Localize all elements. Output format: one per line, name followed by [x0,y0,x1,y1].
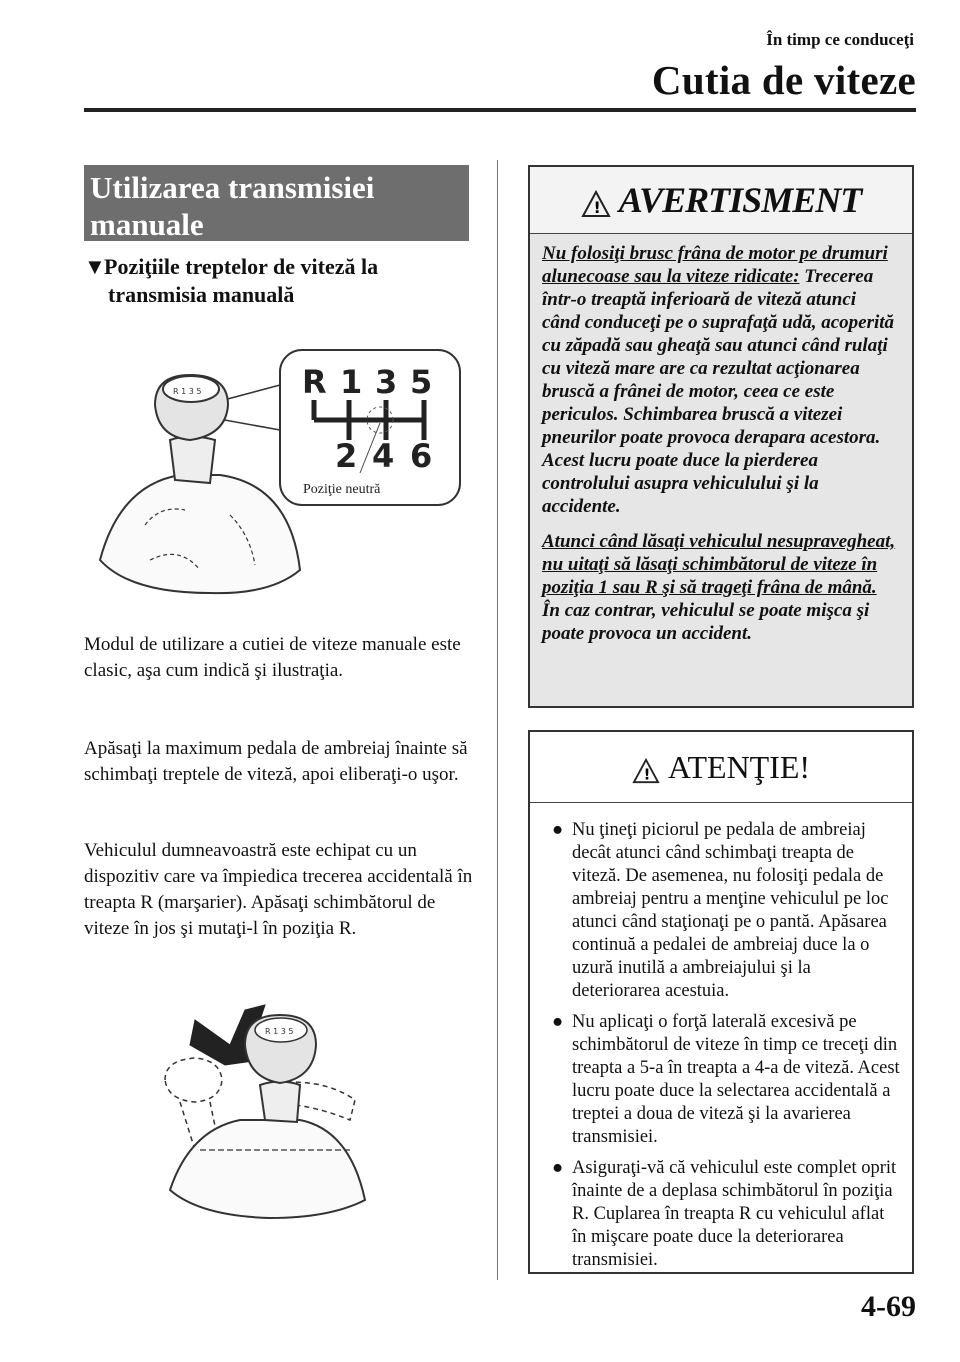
subheading-line1: Poziţiile treptelor de viteză la [104,254,379,279]
svg-text:!: ! [593,197,600,217]
caution-item: ● Nu ţineţi piciorul pe pedala de ambreiaj decât atunci când schimbaţi treapta de viteză. De asemenea, nu folosiţi pedala de ambreiaj pentru a menţine vehiculul pe loc atunci când staţionaţi pe o pantă. Apăsarea continuă a pedalei de ambreiaj duce la o uzură inutilă a ambreiajului şi la deteriorarea acestuia. [552,820,889,1001]
gear-label-5: 5 [410,363,433,401]
svg-text:!: ! [643,765,651,784]
caution-list [530,803,912,1272]
bullet-icon: ● [552,820,564,840]
paragraph-usage: Modul de utilizare a cutiei de viteze manuale este clasic, aşa cum indică şi ilustraţia. [84,634,461,681]
subheading [84,253,484,309]
gear-label-3: 3 [375,363,398,401]
warning-triangle-icon [581,190,611,218]
neutral-position-label: Poziţie neutră [303,482,381,497]
page-number: 4-69 [861,1290,916,1323]
warning-box [528,165,914,708]
svg-text:R 1 3 5: R 1 3 5 [265,1027,294,1036]
gear-label-4: 4 [372,437,395,475]
svg-text:R 1 3 5: R 1 3 5 [173,387,202,396]
warning-title: AVERTISMENT [618,180,862,220]
gear-label-6: 6 [410,437,433,475]
gear-label-2: 2 [335,437,358,475]
caution-triangle-icon [632,758,660,784]
running-header-section: În timp ce conduceţi [766,30,914,49]
warning-header [530,167,912,234]
bullet-icon: ● [552,1012,564,1032]
header-rule [84,108,916,112]
section-title: Utilizarea transmisiei manuale [84,165,469,241]
gear-label-r: R [302,363,327,401]
caution-header [530,732,912,803]
caution-item: ● Nu aplicaţi o forţă laterală excesivă pe schimbătorul de viteze în timp ce treceţi din treapta a 5-a în treapta a 4-a de viteză. Acest lucru poate duce la selectarea accidentală a treptei a doua de viteză şi la avarierea transmisiei. [552,1012,900,1147]
bullet-icon: ● [552,1158,564,1178]
subheading-line2: transmisia manuală [108,282,295,307]
warning-p1-text: Trecerea într-o treaptă inferioară de viteză atunci când conduceţi pe o suprafaţă udă, acoperită cu zăpadă sau gheaţă sau atunci când rulaţi cu viteză mare are ca rezultat acţionarea bruscă a frânei de motor, ceea ce este periculos. Schimbarea bruscă a vitezei pneurilor poate provoca derapara acestora. Acest lucru poate duce la pierderea controlului asupra vehiculului şi la accidente. [542,266,895,517]
gear-label-1: 1 [340,363,363,401]
warning-body [530,234,912,645]
warning-p2-text: În caz contrar, vehiculul se poate mişca şi poate provoca un accident. [542,600,870,644]
caution-title: ATENŢIE! [667,749,811,785]
warning-p2-underlined: Atunci când lăsaţi vehiculul nesupravegheat, nu uitaţi să lăsaţi schimbătorul de viteze în poziţia 1 sau R şi să trageţi frâna de mână. [542,531,896,598]
shift-boot-icon [100,375,300,593]
running-header-chapter: Cutia de viteze [651,57,916,103]
paragraph-clutch: Apăsaţi la maximum pedala de ambreiaj înainte să schimbaţi treptele de viteză, apoi eliberaţi-o uşor. [84,738,468,785]
triangle-marker-icon: ▼ [84,254,106,279]
caution-item: ● Asiguraţi-vă că vehiculul este complet oprit înainte de a deplasa schimbătorul în poziţia R. Cuplarea în treapta R cu vehiculul aflat în mişcare poate duce la deteriorarea transmisiei. [552,1158,897,1270]
reverse-shift-diagram [150,990,380,1220]
gear-shift-diagram [90,345,470,595]
paragraph-reverse-lock: Vehiculul dumneavoastră este echipat cu un dispozitiv care va împiedica trecerea accidentală în treapta R (marşarier). Apăsaţi schimbătorul de viteze în jos şi mutaţi-l în poziţia R. [84,840,473,939]
caution-box [528,730,914,1274]
warning-p1-underlined: Nu folosiţi brusc frâna de motor pe drumuri alunecoase sau la viteze ridicate: [542,243,888,287]
column-divider [497,160,498,1280]
